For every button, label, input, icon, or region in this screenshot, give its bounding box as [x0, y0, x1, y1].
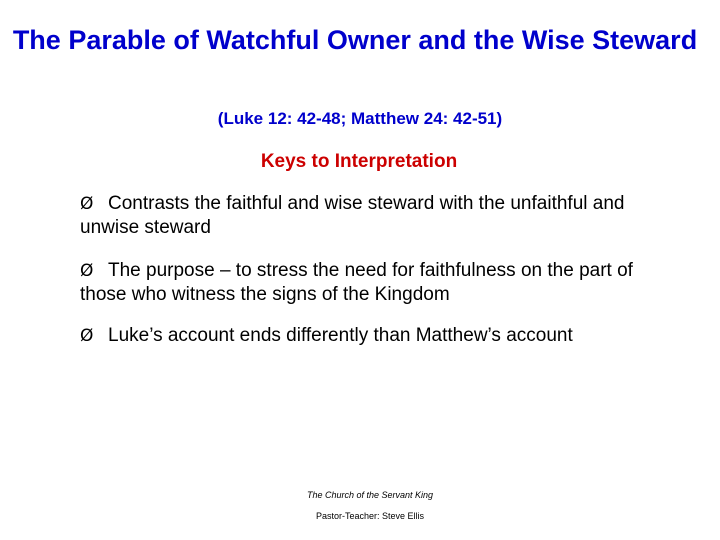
- bullet-text: Contrasts the faithful and wise steward with the unfaithful and unwise steward: [80, 193, 625, 238]
- arrow-bullet-icon: Ø: [80, 194, 94, 214]
- scripture-reference: (Luke 12: 42-48; Matthew 24: 42-51): [217, 109, 503, 128]
- bullet-text: Luke’s account ends differently than Matthew’s account: [108, 325, 573, 346]
- arrow-bullet-icon: Ø: [80, 326, 94, 346]
- bullet-item: [80, 192, 680, 240]
- bullet-item: [80, 324, 680, 348]
- footer-church-name: The Church of the Servant King: [306, 490, 434, 500]
- slide-title: The Parable of Watchful Owner and the Wise Steward: [12, 25, 698, 55]
- bullet-text: The purpose – to stress the need for faithfulness on the part of those who witness the signs of the Kingdom: [80, 260, 633, 305]
- footer-pastor: Pastor-Teacher: Steve Ellis: [315, 511, 425, 521]
- arrow-bullet-icon: Ø: [80, 261, 94, 281]
- bullet-item: [80, 259, 680, 307]
- section-heading: Keys to Interpretation: [260, 151, 458, 172]
